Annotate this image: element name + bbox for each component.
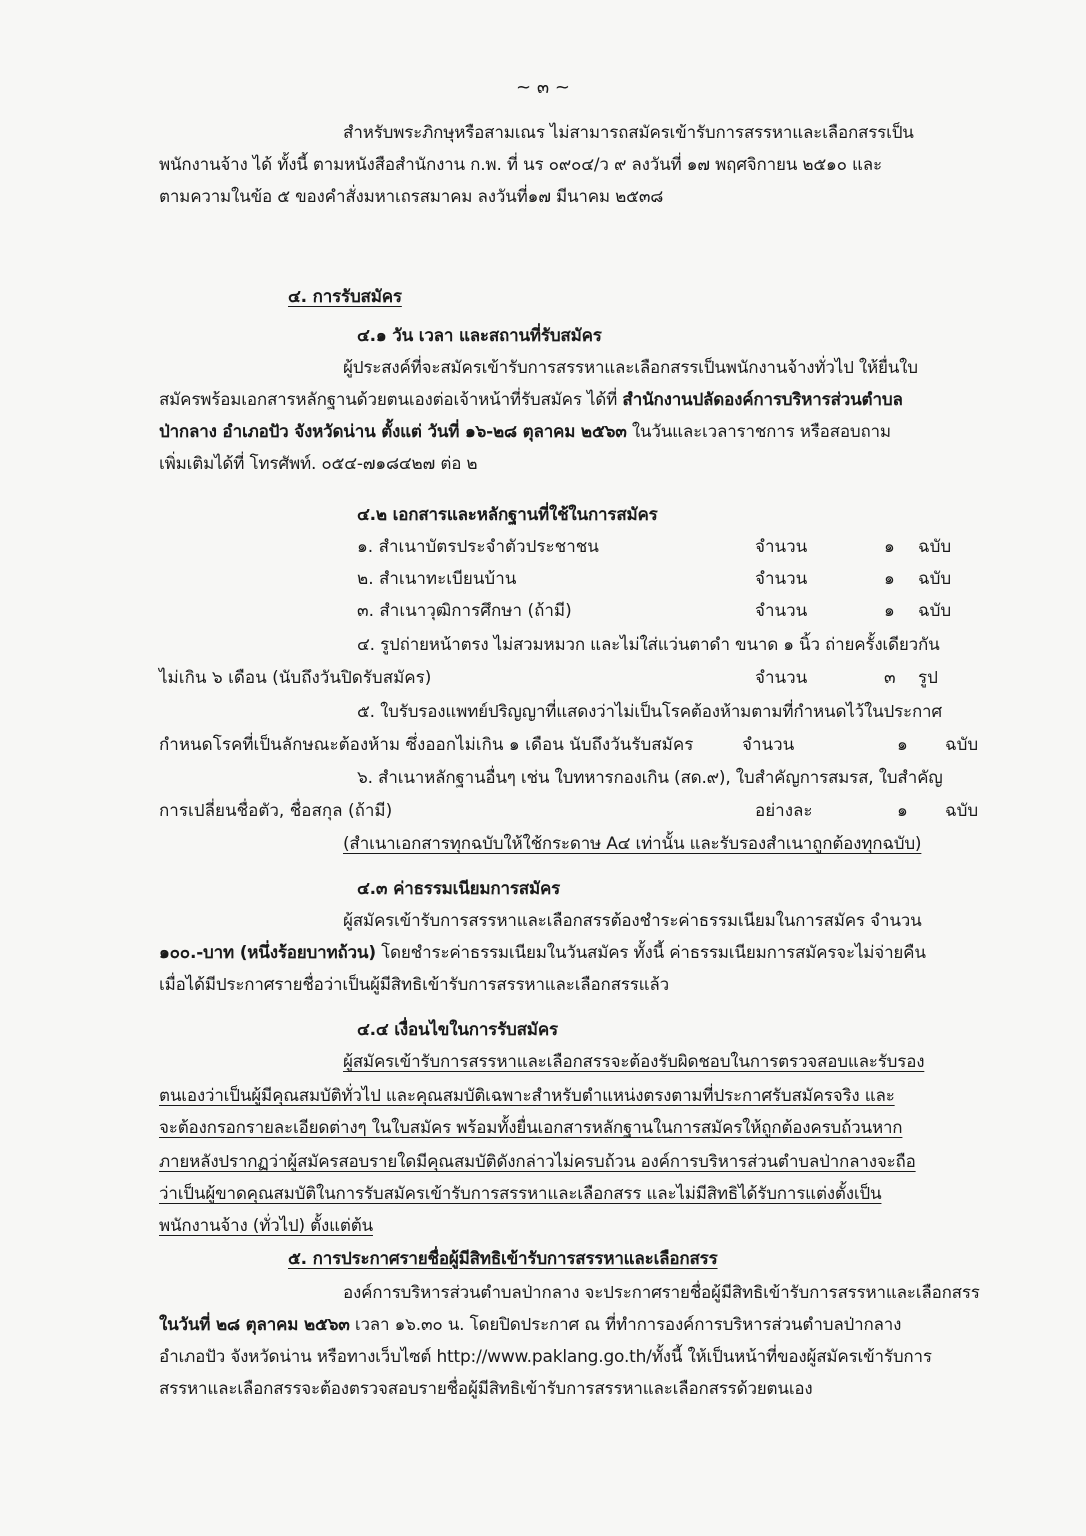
section-5-line-3: อำเภอปัว จังหวัดน่าน หรือทางเว็บไซต์ http://www.paklang.go.th/ทั้งนี้ ให้เป็นหน้าที่ของผู้สมัครเข้ารับการ bbox=[159, 1347, 932, 1367]
section-4-1-title: ๔.๑ วัน เวลา และสถานที่รับสมัคร bbox=[357, 326, 602, 346]
item-6-row bbox=[159, 795, 989, 827]
item-name: ๒. สำเนาทะเบียนบ้าน bbox=[357, 569, 517, 589]
fee-amount: ๑๐๐.-บาท (หนึ่งร้อยบาทถ้วน) bbox=[159, 943, 376, 963]
section-4-4-line-1: ผู้สมัครเข้ารับการสรรหาและเลือกสรรจะต้องรับผิดชอบในการตรวจสอบและรับรอง bbox=[343, 1052, 925, 1072]
section-4-3-line-3: เมื่อได้มีประกาศรายชื่อว่าเป็นผู้มีสิทธิเข้ารับการสรรหาและเลือกสรรแล้ว bbox=[159, 975, 669, 995]
section-4-3-title: ๔.๓ ค่าธรรมเนียมการสมัคร bbox=[357, 879, 561, 899]
item-unit: ฉบับ bbox=[945, 801, 979, 821]
item-4-line-2: ไม่เกิน ๖ เดือน (นับถึงวันปิดรับสมัคร) bbox=[159, 668, 432, 688]
intro-line-2: พนักงานจ้าง ได้ ทั้งนี้ ตามหนังสือสำนักงาน ก.พ. ที่ นร ๐๙๐๔/ว ๙ ลงวันที่ ๑๗ พฤศจิกายน ๒๕๑๐ และ bbox=[159, 155, 882, 175]
section-4-3-line-2 bbox=[159, 937, 989, 969]
section-4-4-line-3: จะต้องกรอกรายละเอียดต่างๆ ในใบสมัคร พร้อมทั้งยื่นเอกสารหลักฐานในการสมัครให้ถูกต้องครบถ้วนหาก bbox=[159, 1118, 903, 1138]
item-unit: ฉบับ bbox=[918, 569, 952, 589]
item-qty: ๑ bbox=[884, 537, 895, 557]
intro-line-3: ตามความในข้อ ๕ ของคำสั่งมหาเถรสมาคม ลงวันที่๑๗ มีนาคม ๒๕๓๘ bbox=[159, 187, 664, 207]
announcement-date: ในวันที่ ๒๘ ตุลาคม ๒๕๖๓ bbox=[159, 1315, 350, 1335]
document-item-row bbox=[357, 531, 997, 563]
item-label: จำนวน bbox=[755, 601, 808, 621]
office-name: สำนักงานปลัดองค์การบริหารส่วนตำบล bbox=[622, 390, 903, 410]
section-5-line-2 bbox=[159, 1309, 989, 1341]
section-4-4-line-6: พนักงานจ้าง (ทั่วไป) ตั้งแต่ต้น bbox=[159, 1216, 373, 1236]
section-5-title: ๕. การประกาศรายชื่อผู้มีสิทธิเข้ารับการสรรหาและเลือกสรร bbox=[288, 1249, 718, 1269]
section-4-4-title: ๔.๔ เงื่อนไขในการรับสมัคร bbox=[357, 1020, 558, 1040]
application-period: ป่ากลาง อำเภอปัว จังหวัดน่าน ตั้งแต่ วันที่ ๑๖-๒๘ ตุลาคม ๒๕๖๓ bbox=[159, 422, 627, 442]
section-4-1-line-4: เพิ่มเติมได้ที่ โทรศัพท์. ๐๕๔-๗๑๘๔๒๗ ต่อ ๒ bbox=[159, 454, 478, 474]
item-name: ๓. สำเนาวุฒิการศึกษา (ถ้ามี) bbox=[357, 601, 572, 621]
item-4-row bbox=[159, 662, 989, 694]
item-unit: ฉบับ bbox=[918, 601, 952, 621]
text-part: ในวันและเวลาราชการ หรือสอบถาม bbox=[626, 422, 891, 442]
item-label: จำนวน bbox=[742, 735, 795, 755]
document-item-row bbox=[357, 563, 997, 595]
section-5-line-1: องค์การบริหารส่วนตำบลป่ากลาง จะประกาศรายชื่อผู้มีสิทธิเข้ารับการสรรหาและเลือกสรร bbox=[343, 1283, 980, 1303]
item-5-line-1: ๕. ใบรับรองแพทย์ปริญญาที่แสดงว่าไม่เป็นโรคต้องห้ามตามที่กำหนดไว้ในประกาศ bbox=[357, 702, 942, 722]
document-item-row bbox=[357, 595, 997, 627]
item-name: ๑. สำเนาบัตรประจำตัวประชาชน bbox=[357, 537, 599, 557]
section-4-4-line-2: ตนเองว่าเป็นผู้มีคุณสมบัติทั่วไป และคุณสมบัติเฉพาะสำหรับตำแหน่งตรงตามที่ประกาศรับสมัครจริง และ bbox=[159, 1086, 895, 1106]
section-4-3-line-1: ผู้สมัครเข้ารับการสรรหาและเลือกสรรต้องชำระค่าธรรมเนียมในการสมัคร จำนวน bbox=[343, 911, 922, 931]
item-5-row bbox=[159, 729, 989, 761]
item-qty: ๓ bbox=[884, 668, 896, 688]
item-qty: ๑ bbox=[884, 601, 895, 621]
item-label: จำนวน bbox=[755, 668, 808, 688]
item-5-line-2: กำหนดโรคที่เป็นลักษณะต้องห้าม ซึ่งออกไม่เกิน ๑ เดือน นับถึงวันรับสมัคร bbox=[159, 735, 694, 755]
page-number: ~ ๓ ~ bbox=[516, 77, 570, 98]
item-6-line-2: การเปลี่ยนชื่อตัว, ชื่อสกุล (ถ้ามี) bbox=[159, 801, 393, 821]
item-6-line-1: ๖. สำเนาหลักฐานอื่นๆ เช่น ใบทหารกองเกิน (สด.๙), ใบสำคัญการสมรส, ใบสำคัญ bbox=[357, 768, 943, 788]
item-unit: ฉบับ bbox=[945, 735, 979, 755]
item-unit: รูป bbox=[918, 668, 938, 688]
text-part: สมัครพร้อมเอกสารหลักฐานด้วยตนเองต่อเจ้าหน้าที่รับสมัคร ได้ที่ bbox=[159, 390, 623, 410]
copy-note: (สำเนาเอกสารทุกฉบับให้ใช้กระดาษ A๔ เท่านั้น และรับรองสำเนาถูกต้องทุกฉบับ) bbox=[343, 834, 922, 854]
section-4-1-line-2 bbox=[159, 384, 989, 416]
section-4-title: ๔. การรับสมัคร bbox=[288, 287, 402, 307]
item-qty: ๑ bbox=[884, 569, 895, 589]
item-qty: ๑ bbox=[897, 801, 908, 821]
item-label: จำนวน bbox=[755, 537, 808, 557]
item-label: จำนวน bbox=[755, 569, 808, 589]
section-4-1-line-1: ผู้ประสงค์ที่จะสมัครเข้ารับการสรรหาและเลือกสรรเป็นพนักงานจ้างทั่วไป ให้ยื่นใบ bbox=[343, 358, 918, 378]
item-qty: ๑ bbox=[897, 735, 908, 755]
section-4-1-line-3 bbox=[159, 416, 989, 448]
item-4-line-1: ๔. รูปถ่ายหน้าตรง ไม่สวมหมวก และไม่ใส่แว่นตาดำ ขนาด ๑ นิ้ว ถ่ายครั้งเดียวกัน bbox=[357, 635, 940, 655]
item-unit: ฉบับ bbox=[918, 537, 952, 557]
text-part: เวลา ๑๖.๓๐ น. โดยปิดประกาศ ณ ที่ทำการองค์การบริหารส่วนตำบลป่ากลาง bbox=[349, 1315, 902, 1335]
section-4-4-line-4: ภายหลังปรากฏว่าผู้สมัครสอบรายใดมีคุณสมบัติดังกล่าวไม่ครบถ้วน องค์การบริหารส่วนตำบลป่ากลางจะถือ bbox=[159, 1152, 916, 1172]
intro-line-1: สำหรับพระภิกษุหรือสามเณร ไม่สามารถสมัครเข้ารับการสรรหาและเลือกสรรเป็น bbox=[343, 123, 914, 143]
section-5-line-4: สรรหาและเลือกสรรจะต้องตรวจสอบรายชื่อผู้มีสิทธิเข้ารับการสรรหาและเลือกสรรด้วยตนเอง bbox=[159, 1379, 813, 1399]
section-4-2-title: ๔.๒ เอกสารและหลักฐานที่ใช้ในการสมัคร bbox=[357, 505, 658, 525]
item-label: อย่างละ bbox=[755, 801, 813, 821]
text-part: โดยชำระค่าธรรมเนียมในวันสมัคร ทั้งนี้ ค่าธรรมเนียมการสมัครจะไม่จ่ายคืน bbox=[375, 943, 926, 963]
section-4-4-line-5: ว่าเป็นผู้ขาดคุณสมบัติในการรับสมัครเข้ารับการสรรหาและเลือกสรร และไม่มีสิทธิได้รับการแต่งตั้งเป็น bbox=[159, 1184, 882, 1204]
